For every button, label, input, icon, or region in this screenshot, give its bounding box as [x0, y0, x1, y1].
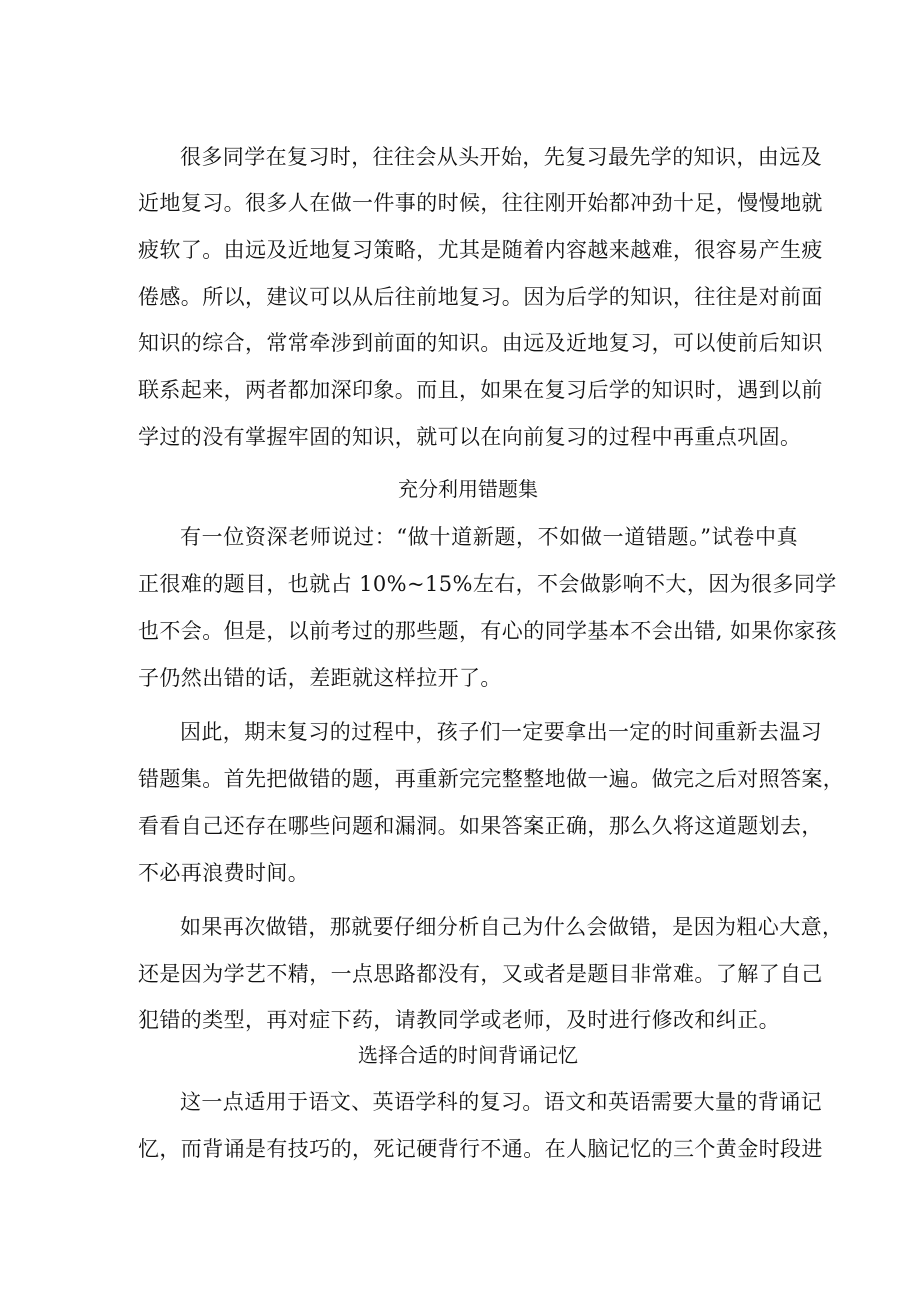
paragraph-4-line-1: 如果再次做错，那就要仔细分析自己为什么会做错，是因为粗心大意， — [180, 915, 844, 939]
paragraph-1-line-7: 学过的没有掌握牢固的知识，就可以在向前复习的过程中再重点巩固。 — [138, 425, 802, 449]
paragraph-2-line-4: 子仍然出错的话，差距就这样拉开了。 — [138, 666, 502, 690]
paragraph-3-line-2: 错题集。首先把做错的题，再重新完完整整地做一遍。做完之后对照答案， — [138, 767, 845, 791]
paragraph-3-line-3: 看看自己还存在哪些问题和漏洞。如果答案正确，那么久将这道题划去， — [138, 814, 823, 838]
paragraph-2-line-1: 有一位资深老师说过：“做十道新题，不如做一道错题。”试卷中真 — [180, 525, 798, 549]
paragraph-3-line-4: 不必再浪费时间。 — [138, 861, 310, 885]
paragraph-5-line-1: 这一点适用于语文、英语学科的复习。语文和英语需要大量的背诵记 — [180, 1090, 822, 1114]
paragraph-1-line-2: 近地复习。很多人在做一件事的时候，往往刚开始都冲劲十足，慢慢地就 — [138, 191, 823, 215]
paragraph-5-line-2: 忆，而背诵是有技巧的，死记硬背行不通。在人脑记忆的三个黄金时段进 — [138, 1137, 823, 1161]
paragraph-2-line-3: 也不会。但是，以前考过的那些题，有心的同学基本不会出错, 如果你家孩 — [138, 619, 837, 643]
paragraph-1-line-6: 联系起来，两者都加深印象。而且，如果在复习后学的知识时，遇到以前 — [138, 378, 823, 402]
paragraph-4-line-3: 犯错的类型，再对症下药，请教同学或老师，及时进行修改和纠正。 — [138, 1008, 780, 1032]
paragraph-1-line-1: 很多同学在复习时，往往会从头开始，先复习最先学的知识，由远及 — [180, 145, 822, 169]
section-heading-error-notebook: 充分利用错题集 — [398, 477, 538, 501]
paragraph-4-line-2: 还是因为学艺不精，一点思路都没有，又或者是题目非常难。了解了自己 — [138, 962, 823, 986]
paragraph-1-line-3: 疲软了。由远及近地复习策略，尤其是随着内容越来越难，很容易产生疲 — [138, 238, 823, 262]
paragraph-1-line-4: 倦感。所以，建议可以从后往前地复习。因为后学的知识，往往是对前面 — [138, 285, 823, 309]
paragraph-2-line-2: 正很难的题目，也就占 10%~15%左右，不会做影响不大，因为很多同学 — [138, 572, 837, 596]
paragraph-3-line-1: 因此，期末复习的过程中，孩子们一定要拿出一定的时间重新去温习 — [180, 720, 822, 744]
paragraph-1-line-5: 知识的综合，常常牵涉到前面的知识。由远及近地复习，可以使前后知识 — [138, 331, 823, 355]
section-heading-memorization-time: 选择合适的时间背诵记忆 — [358, 1043, 578, 1067]
